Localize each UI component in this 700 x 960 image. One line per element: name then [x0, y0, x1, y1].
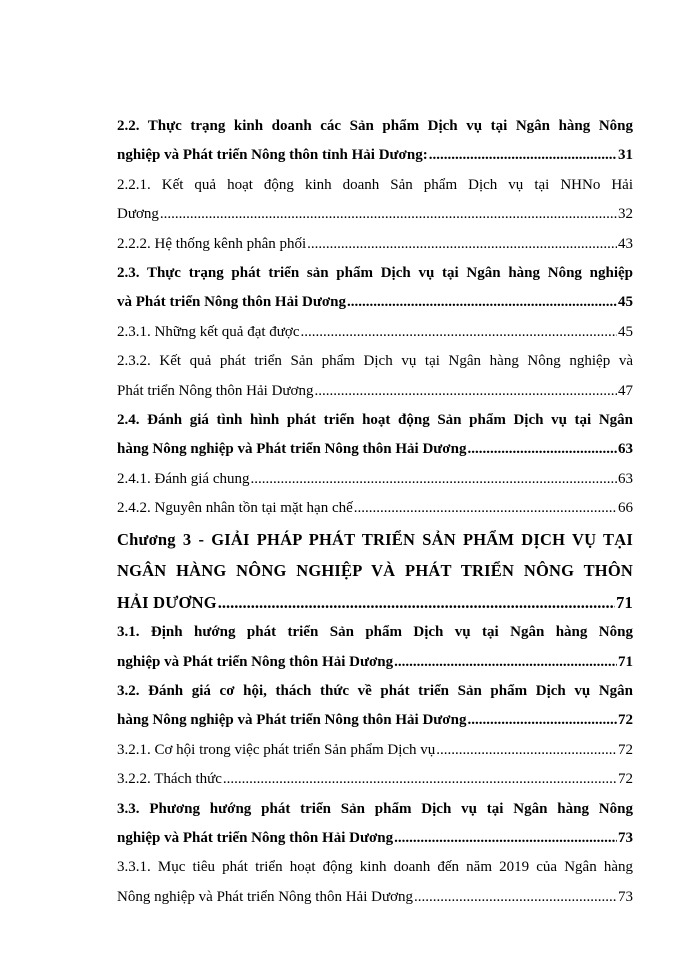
toc-entry-text: 2.2. Thực trạng kinh doanh các Sản phẩm Dịch vụ tại Ngân hàng Nông — [117, 118, 633, 134]
page-number: 71 — [616, 592, 633, 612]
toc-entry-last-line — [117, 230, 633, 259]
toc-entry-text: 2.2.1. Kết quả hoạt động kinh doanh Sản phẩm Dịch vụ tại NHNo Hải — [117, 176, 633, 193]
dot-leader — [467, 435, 617, 464]
toc-entry-text: nghiệp và Phát triển Nông thôn tỉnh Hải Dương: — [117, 147, 428, 164]
toc-entry-text: hàng Nông nghiệp và Phát triển Nông thôn Hải Dương — [117, 712, 467, 729]
toc-entry[interactable] — [117, 618, 633, 677]
toc-entry-text: 2.3.2. Kết quả phát triển Sản phẩm Dịch vụ tại Ngân hàng Nông nghiệp và — [117, 353, 633, 370]
dot-leader — [394, 824, 617, 853]
toc-entry-text: Nông nghiệp và Phát triển Nông thôn Hải Dương — [117, 888, 414, 905]
toc-entry-text: HẢI DƯƠNG — [117, 592, 217, 612]
toc-entry-text: 2.3.1. Những kết quả đạt được — [117, 323, 300, 340]
toc-entry-last-line — [117, 587, 633, 619]
dot-leader — [429, 141, 617, 170]
page-number: 72 — [618, 712, 633, 729]
toc-entry-text: và Phát triển Nông thôn Hải Dương — [117, 294, 346, 311]
toc-entry-last-line — [117, 318, 633, 347]
dot-leader — [354, 494, 617, 523]
toc-entry-text: 2.2.2. Hệ thống kênh phân phối — [117, 235, 307, 252]
page-number: 72 — [618, 771, 633, 788]
page-number: 32 — [618, 206, 633, 223]
page-number: 31 — [618, 147, 633, 164]
page-number: 66 — [618, 500, 633, 517]
toc-entry-last-line — [117, 765, 633, 794]
toc-entry-text: 2.4.2. Nguyên nhân tồn tại mặt hạn chế — [117, 500, 353, 517]
toc-entry[interactable] — [117, 524, 633, 619]
toc-entry-text: 3.3.1. Mục tiêu phát triển hoạt động kinh doanh đến năm 2019 của Ngân hàng — [117, 859, 633, 876]
toc-entry-text: 2.4. Đánh giá tình hình phát triển hoạt động Sản phẩm Dịch vụ tại Ngân — [117, 412, 633, 429]
toc-entry-last-line — [117, 494, 633, 523]
page-number: 71 — [618, 653, 633, 670]
table-of-contents — [117, 112, 633, 912]
toc-entry[interactable] — [117, 494, 633, 523]
toc-entry[interactable] — [117, 230, 633, 259]
toc-entry-text: 2.4.1. Đánh giá chung — [117, 470, 250, 487]
toc-entry[interactable] — [117, 736, 633, 765]
dot-leader — [436, 736, 617, 765]
page-number: 63 — [618, 470, 633, 487]
toc-entry-last-line — [117, 465, 633, 494]
toc-entry-last-line — [117, 706, 633, 735]
toc-entry-text: 2.3. Thực trạng phát triển sản phẩm Dịch vụ tại Ngân hàng Nông nghiệp — [117, 265, 633, 282]
page-number: 73 — [618, 830, 633, 847]
toc-entry-last-line — [117, 824, 633, 853]
toc-entry-text: hàng Nông nghiệp và Phát triển Nông thôn Hải Dương — [117, 441, 467, 458]
dot-leader — [218, 587, 615, 619]
toc-entry[interactable] — [117, 112, 633, 171]
page-number: 63 — [618, 441, 633, 458]
toc-entry[interactable] — [117, 259, 633, 318]
toc-entry-text: nghiệp và Phát triển Nông thôn Hải Dương — [117, 830, 394, 847]
dot-leader — [223, 765, 617, 794]
page-number: 45 — [618, 294, 633, 311]
toc-entry-last-line — [117, 377, 633, 406]
dot-leader — [301, 318, 618, 347]
dot-leader — [307, 230, 617, 259]
toc-entry-text: 3.2.1. Cơ hội trong việc phát triển Sản phẩm Dịch vụ — [117, 741, 436, 758]
toc-entry[interactable] — [117, 171, 633, 230]
page-number: 72 — [618, 741, 633, 758]
dot-leader — [467, 706, 617, 735]
toc-entry[interactable] — [117, 795, 633, 854]
toc-entry-text: Phát triển Nông thôn Hải Dương — [117, 382, 314, 399]
dot-leader — [347, 288, 617, 317]
page-number: 43 — [618, 235, 633, 252]
toc-entry-last-line — [117, 288, 633, 317]
toc-entry-text: 3.3. Phương hướng phát triển Sản phẩm Dịch vụ tại Ngân hàng Nông — [117, 800, 633, 817]
dot-leader — [394, 648, 617, 677]
toc-entry-last-line — [117, 200, 633, 229]
toc-entry[interactable] — [117, 853, 633, 912]
toc-entry-last-line — [117, 648, 633, 677]
dot-leader — [160, 200, 617, 229]
dot-leader — [250, 465, 617, 494]
dot-leader — [414, 883, 617, 912]
toc-entry[interactable] — [117, 347, 633, 406]
toc-entry[interactable] — [117, 318, 633, 347]
toc-entry[interactable] — [117, 406, 633, 465]
page-number: 73 — [618, 888, 633, 905]
toc-entry-last-line — [117, 141, 633, 170]
toc-entry-text: NGÂN HÀNG NÔNG NGHIỆP VÀ PHÁT TRIỂN NÔNG THÔN — [117, 561, 633, 581]
toc-entry-last-line — [117, 736, 633, 765]
dot-leader — [314, 377, 617, 406]
toc-entry[interactable] — [117, 677, 633, 736]
toc-entry-text: 3.2.2. Thách thức — [117, 771, 222, 788]
toc-entry-text: 3.2. Đánh giá cơ hội, thách thức về phát triển Sản phẩm Dịch vụ Ngân — [117, 683, 633, 699]
toc-entry-text: Chương 3 - GIẢI PHÁP PHÁT TRIỂN SẢN PHẨM DỊCH VỤ TẠI — [117, 529, 633, 549]
toc-entry-last-line — [117, 435, 633, 464]
toc-entry[interactable] — [117, 765, 633, 794]
page-number: 47 — [618, 382, 633, 399]
toc-entry-last-line — [117, 883, 633, 912]
page-number: 45 — [618, 323, 633, 340]
toc-entry[interactable] — [117, 465, 633, 494]
toc-entry-text: Dương — [117, 206, 159, 223]
toc-entry-text: nghiệp và Phát triển Nông thôn Hải Dương — [117, 653, 394, 670]
toc-entry-text: 3.1. Định hướng phát triển Sản phẩm Dịch vụ tại Ngân hàng Nông — [117, 624, 633, 641]
